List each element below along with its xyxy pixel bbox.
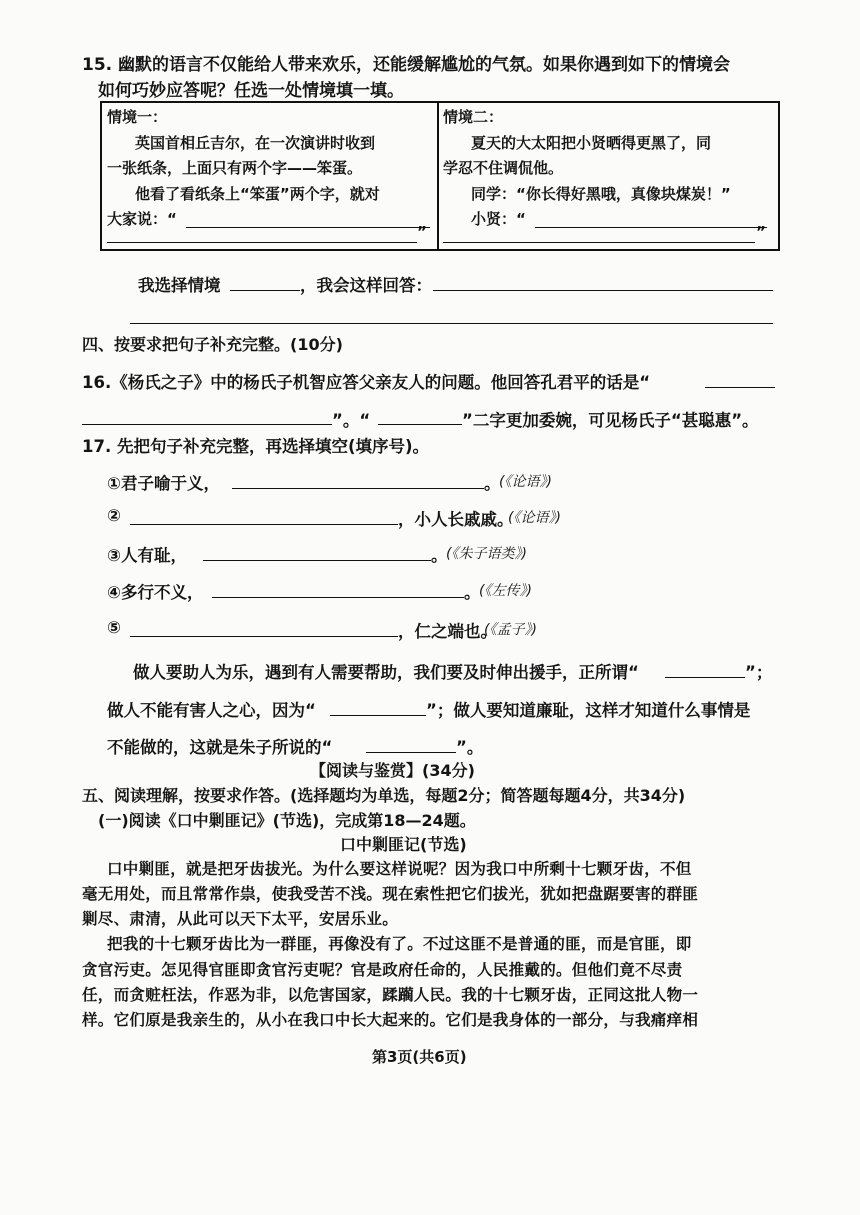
reading-subsection-heading: (一)阅读《口中剿匪记》(节选)，完成第18—24题。 [98, 811, 476, 830]
situation2-line1: 夏天的大太阳把小贤晒得更黑了，同 [471, 134, 712, 152]
q17-para-line2-end: ”；做人要知道廉耻，这样才知道什么事情是 [426, 701, 751, 720]
situation1-close-quote: ” [417, 223, 427, 241]
q17-item5-text: ⑤ [107, 618, 121, 637]
q17-para-line2: 做人不能有害人之心，因为“ [107, 701, 316, 720]
q17-item4-end: 。 [464, 583, 481, 602]
page-number: 第3页(共6页) [372, 1048, 467, 1066]
q16-blank2[interactable] [82, 424, 332, 425]
essay-p1-line1: 口中剿匪，就是把牙齿拔光。为什么要这样说呢？因为我口中所剩十七颗牙齿，不但 [107, 859, 692, 878]
reading-title: 【阅读与鉴赏】(34分) [310, 761, 475, 780]
q17-item2-text: ② [107, 506, 121, 525]
q17-item4-blank[interactable] [212, 597, 464, 598]
essay-p2-line4: 样。它们原是我亲生的，从小在我口中长大起来的。它们是我身体的一部分，与我痛痒相 [82, 1010, 699, 1029]
q17-item1-end: 。 [484, 474, 501, 493]
q17-intro: 17. 先把句子补充完整，再选择填空(填序号)。 [82, 437, 430, 456]
answer-choice-label: 我选择情境 [138, 276, 221, 295]
q17-para-line1-end: ”； [745, 663, 773, 682]
table-divider [437, 103, 439, 249]
q17-item3-text: ③人有耻， [107, 546, 187, 565]
q16-line1: 16.《杨氏之子》中的杨氏子机智应答父亲友人的问题。他回答孔君平的话是“ [82, 373, 651, 392]
essay-p2-line2: 贪官污吏。怎见得官匪即贪官污吏呢？官是政府任命的，人民推戴的。但他们竟不尽责 [82, 960, 683, 979]
section4-heading: 四、按要求把句子补充完整。(10分) [82, 335, 343, 354]
q17-para-blank1[interactable] [665, 677, 745, 678]
essay-p1-line3: 剿尽、肃清，从此可以天下太平，安居乐业。 [82, 909, 399, 928]
answer-reply-label: ，我会这样回答： [300, 276, 432, 295]
q17-item2-blank[interactable] [130, 524, 398, 525]
q17-para-line3: 不能做的，这就是朱子所说的“ [107, 738, 333, 757]
essay-p2-line3: 任，而贪赃枉法，作恶为非，以危害国家，蹂躏人民。我的十七颗牙齿，正同这批人物一 [82, 985, 699, 1004]
q17-item1-text: ①君子喻于义， [107, 474, 220, 493]
q17-para-line1: 做人要助人为乐，遇到有人需要帮助，我们要及时伸出援手，正所谓“ [133, 663, 639, 682]
situation2-line4: 小贤：“ [471, 210, 526, 228]
situation2-close-quote: ” [756, 223, 766, 241]
situation2-line3: 同学：“你长得好黑哦，真像块煤炭！” [471, 185, 731, 203]
situation2-blank2[interactable] [443, 242, 755, 243]
q17-para-blank3[interactable] [366, 752, 456, 753]
q15-line2: 如何巧妙应答呢？任选一处情境填一填。 [98, 81, 404, 101]
q16-line2b: ”二字更加委婉，可见杨氏子“甚聪惠”。 [462, 411, 759, 430]
situation1-line2: 一张纸条，上面只有两个字——笨蛋。 [107, 159, 363, 177]
situation2-blank1[interactable] [535, 227, 767, 228]
situation1-line3: 他看了看纸条上“笨蛋”两个字，就对 [135, 185, 380, 203]
essay-p1-line2: 毫无用处，而且常常作祟，使我受苦不浅。现在索性把它们拔光，犹如把盘踞要害的群匪 [82, 884, 699, 903]
q17-para-line3-end: ”。 [456, 738, 484, 757]
situation1-title: 情境一： [107, 108, 168, 126]
situation1-blank1[interactable] [186, 227, 430, 228]
q17-item4-text: ④多行不义， [107, 583, 204, 602]
q15-line1: 15. 幽默的语言不仅能给人带来欢乐，还能缓解尴尬的气氛。如果你遇到如下的情境会 [82, 55, 731, 75]
q17-item3-end: 。 [431, 546, 448, 565]
q17-item5-cite: (《孟子》) [484, 622, 537, 638]
q17-item4-cite: (《左传》) [479, 583, 532, 599]
q17-item1-blank[interactable] [232, 488, 484, 489]
q17-item5-end: ，仁之端也。 [398, 622, 497, 641]
section5-heading: 五、阅读理解，按要求作答。(选择题均为单选，每题2分；简答题每题4分，共34分) [82, 786, 686, 805]
q17-item2-end: ，小人长戚戚。 [398, 510, 514, 529]
q16-blank3[interactable] [378, 424, 462, 425]
q16-line2a: ”。“ [332, 411, 371, 430]
q17-item3-cite: (《朱子语类》) [446, 546, 527, 562]
essay-p2-line1: 把我的十七颗牙齿比为一群匪，再像没有了。不过这匪不是普通的匪，而是官匪，即 [107, 934, 692, 953]
answer-reply-blank1[interactable] [433, 290, 773, 291]
situation2-title: 情境二： [443, 108, 504, 126]
situation2-line2: 学忍不住调侃他。 [443, 159, 564, 177]
situation1-line4: 大家说：“ [107, 210, 177, 228]
q17-item5-blank[interactable] [130, 636, 398, 637]
situation1-line1: 英国首相丘吉尔，在一次演讲时收到 [135, 134, 376, 152]
q17-item2-cite: (《论语》) [508, 510, 561, 526]
q17-item1-cite: (《论语》) [499, 474, 552, 490]
q17-item3-blank[interactable] [203, 560, 431, 561]
answer-choice-blank[interactable] [230, 290, 300, 291]
answer-reply-blank2[interactable] [130, 323, 773, 324]
essay-title: 口中剿匪记(节选) [340, 835, 467, 854]
q16-blank1[interactable] [705, 387, 775, 388]
q17-para-blank2[interactable] [330, 715, 426, 716]
situation1-blank2[interactable] [107, 242, 417, 243]
